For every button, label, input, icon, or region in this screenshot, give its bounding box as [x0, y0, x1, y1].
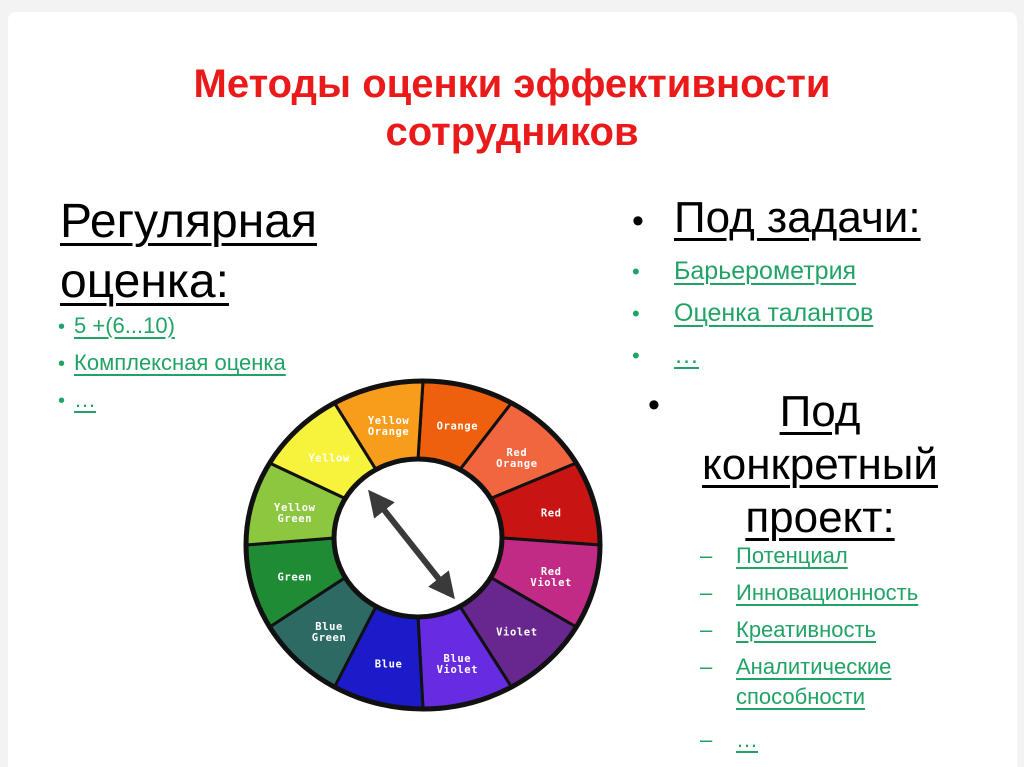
- color-wheel-diagram: [242, 377, 604, 713]
- project-heading-text: Под конкретный проект:: [702, 387, 938, 542]
- tasks-item-link[interactable]: …: [674, 341, 699, 370]
- list-item: [58, 351, 358, 376]
- project-item-link[interactable]: …: [736, 727, 758, 752]
- wheel-segment-label: Red Violet: [530, 565, 572, 589]
- bullet-icon: •: [58, 316, 66, 338]
- list-item: [632, 300, 992, 327]
- left-item-link[interactable]: …: [74, 387, 97, 412]
- project-item-link[interactable]: Потенциал: [736, 543, 848, 568]
- list-item: [700, 652, 956, 712]
- wheel-segment-label: Red: [540, 507, 562, 520]
- bullet-icon: •: [648, 386, 660, 424]
- bullet-icon: •: [632, 343, 640, 369]
- project-item-link[interactable]: Инновационность: [736, 580, 919, 605]
- bullet-icon: •: [58, 353, 66, 375]
- wheel-segment-label: Violet: [496, 626, 538, 639]
- dash-icon: –: [700, 580, 713, 605]
- bullet-icon: •: [632, 301, 640, 327]
- wheel-segment-label: Green: [277, 571, 313, 584]
- dash-icon: –: [700, 617, 713, 642]
- left-item-link[interactable]: Комплексная оценка: [74, 350, 286, 375]
- tasks-heading: [632, 194, 992, 242]
- project-item-link[interactable]: Креативность: [736, 617, 877, 642]
- list-item: [700, 578, 956, 608]
- left-section-heading: Регулярная оценка:: [60, 195, 317, 309]
- tasks-list: [632, 258, 992, 369]
- color-wheel-svg: [242, 377, 604, 713]
- wheel-segment-label: Blue: [374, 658, 403, 671]
- bullet-icon: •: [632, 259, 640, 285]
- wheel-segment-label: Yellow Green: [274, 502, 316, 526]
- dash-icon: –: [700, 543, 713, 568]
- dash-icon: –: [700, 727, 713, 752]
- list-item: [632, 258, 992, 285]
- dash-icon: –: [700, 654, 713, 679]
- list-item: [632, 342, 992, 369]
- wheel-segment-label: Blue Green: [311, 621, 347, 644]
- tasks-heading-text: Под задачи:: [674, 193, 921, 242]
- tasks-item-link[interactable]: Оценка талантов: [674, 299, 874, 328]
- project-dash-list: [700, 541, 956, 762]
- bullet-icon: •: [632, 202, 644, 240]
- list-item: [700, 615, 956, 645]
- wheel-segment-label: Yellow: [308, 452, 350, 465]
- list-item: [700, 541, 956, 571]
- bullet-icon: •: [58, 390, 66, 412]
- wheel-segment-label: Orange: [436, 420, 479, 433]
- left-item-link[interactable]: 5 +(6...10): [74, 313, 175, 338]
- list-item: [58, 314, 358, 339]
- wheel-segment-label: Red Orange: [496, 447, 538, 470]
- wheel-segment-label: Blue Violet: [436, 652, 479, 676]
- project-section-heading: [648, 386, 946, 544]
- wheel-inner-circle: [334, 459, 502, 617]
- slide-title: Методы оценки эффективности сотрудников: [193, 62, 831, 154]
- list-item: [700, 725, 956, 755]
- project-item-link[interactable]: Аналитические способности: [736, 654, 892, 709]
- wheel-segment-label: Yellow Orange: [367, 415, 410, 439]
- tasks-item-link[interactable]: Барьерометрия: [674, 257, 857, 286]
- tasks-section: [632, 194, 992, 384]
